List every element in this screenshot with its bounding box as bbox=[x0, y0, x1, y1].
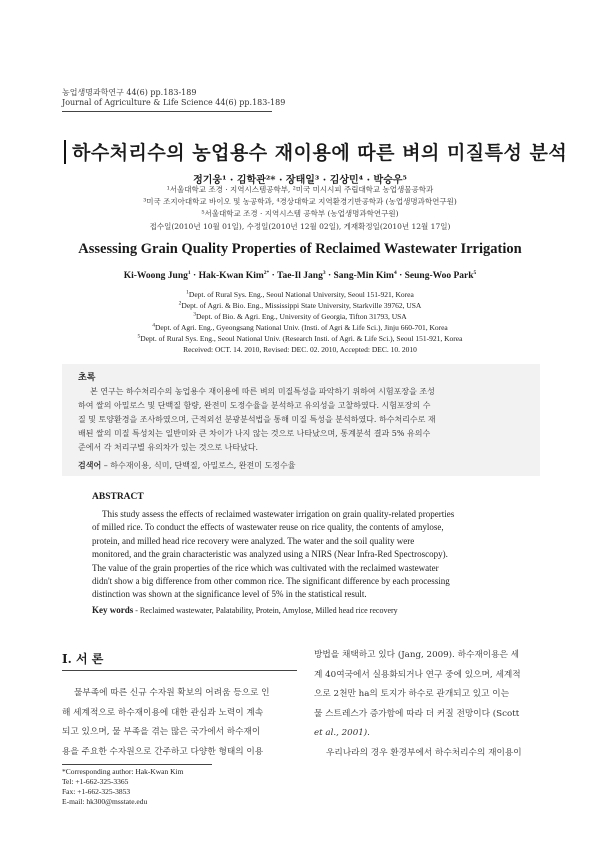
intro-left-line: 용을 주요한 수자원으로 간주하고 다양한 형태의 이용 bbox=[62, 746, 264, 757]
intro-left-column bbox=[62, 684, 270, 762]
korean-abstract-line: 준에서 각 처리구별 유의차가 있는 것으로 나타났다. bbox=[78, 443, 259, 452]
header-rule bbox=[62, 111, 272, 112]
korean-abstract-line: 배된 쌀의 미질 특성치는 일반미와 큰 차이가 나지 않는 것으로 나타났으며, 통계분석 결과 5% 유의수 bbox=[78, 429, 431, 438]
affiliation-korean-1: ¹서울대학교 조경 · 지역시스템공학부, ²미국 미시시피 주립대학교 농업생물공학과 bbox=[166, 185, 434, 194]
intro-left-line: 되고 있으며, 물 부족을 겪는 많은 국가에서 하수재이 bbox=[62, 727, 261, 737]
author-5: Seung-Woo Park$^5$ bbox=[404, 269, 477, 281]
intro-right-line: 방법을 채택하고 있다 (Jang, 2009). 하수재이용은 세 bbox=[314, 650, 520, 660]
author-3: Tae-Il Jang$^3$ bbox=[277, 269, 326, 281]
english-abstract-line: The value of the grain properties of the rice which was cultivated with the reclaimed wastewater bbox=[92, 562, 439, 573]
english-abstract-line: This study assess the effects of reclaimed wastewater irrigation on grain quality-related properties bbox=[102, 509, 455, 519]
english-abstract-line: protein, and milled head rice recovery were analyzed. The water and the soil quality were bbox=[92, 535, 415, 546]
affiliation-english-4: $^4$Dept. of Agri. Eng., Gyeongsang National Univ. (Insti. of Agri & Life Sci.), Jinju 660-701, Korea bbox=[152, 322, 448, 332]
intro-left-line: 해 세계적으로 하수재이용에 대한 관심과 노력이 계속 bbox=[62, 707, 264, 718]
affiliation-english-3: $^3$Dept. of Bio. & Agri. Eng., University of Georgia, Tifton 31793, USA bbox=[193, 311, 407, 321]
affiliation-english-1: $^1$Dept. of Rural Sys. Eng., Seoul National University, Seoul 151-921, Korea bbox=[186, 289, 414, 299]
author-4: Sang-Min Kim$^4$ bbox=[333, 269, 397, 281]
journal-header-english: Journal of Agriculture & Life Science 44(6) pp.183-189 bbox=[62, 98, 286, 107]
english-abstract-line: distinction was shown at the significance level of 5% in the statistical result. bbox=[92, 589, 367, 600]
intro-left-line: 물부족에 따른 신규 수자원 확보의 어려움 등으로 인 bbox=[74, 688, 270, 698]
authors-english bbox=[0, 271, 600, 281]
fax: Fax: +1-662-325-3853 bbox=[62, 787, 131, 796]
dates-english: Received: OCT. 14. 2010, Revised: DEC. 02. 2010, Accepted: DEC. 10. 2010 bbox=[183, 345, 417, 354]
author-separator: · bbox=[190, 271, 199, 281]
author-separator: · bbox=[269, 271, 277, 281]
dates-korean: 접수일(2010년 10월 01일), 수정일(2010년 12월 02일), 게재확정일(2010년 12월 17일) bbox=[149, 222, 451, 231]
author-separator: · bbox=[325, 271, 334, 281]
author-1: Ki-Woong Jung$^1$ bbox=[123, 269, 191, 281]
intro-right-line: 계 40여국에서 실용화되거나 연구 중에 있으며, 세계적 bbox=[314, 669, 521, 680]
korean-abstract-heading: 초록 bbox=[78, 373, 96, 383]
korean-keywords-label: 검색어 bbox=[78, 460, 102, 470]
intro-right-line: et al., 2001). bbox=[314, 728, 370, 738]
intro-right-line: 우리나라의 경우 환경부에서 하수처리수의 재이용이 bbox=[326, 747, 522, 758]
korean-keywords bbox=[78, 458, 295, 473]
affiliation-korean-3: ⁵서울대학교 조경 · 지역시스템 공학부 (농업생명과학연구원) bbox=[201, 209, 399, 218]
intro-right-line: 으로 2천만 ha의 토지가 하수로 관개되고 있고 이는 bbox=[314, 689, 510, 699]
corresponding-author: *Corresponding author: Hak-Kwan Kim bbox=[62, 767, 184, 776]
english-keywords bbox=[92, 604, 398, 617]
english-abstract-body bbox=[92, 508, 522, 602]
author-2: Hak-Kwan Kim$^{2*}$ bbox=[198, 269, 270, 281]
authors-korean: 정기웅¹ · 김학관²* · 장태일³ · 김상민⁴ · 박승우⁵ bbox=[193, 175, 407, 186]
korean-keywords-list: – 하수재이용, 식미, 단백질, 아밀로스, 완전미 도정수율 bbox=[103, 461, 296, 470]
email: E-mail: hk300@msstate.edu bbox=[62, 797, 148, 806]
paper-title-english: Assessing Grain Quality Properties of Reclaimed Wastewater Irrigation bbox=[78, 241, 522, 257]
korean-abstract-line: 본 연구는 하수처리수의 농업용수 재이용에 따른 벼의 미질특성을 파악하기 위하여 시험포장을 조성 bbox=[90, 387, 435, 396]
author-separator: · bbox=[396, 271, 405, 281]
intro-heading-rule bbox=[62, 670, 297, 671]
korean-abstract-body bbox=[78, 385, 538, 455]
affiliation-korean-2: ³미국 조지아대학교 바이오 및 농공학과, ⁴경상대학교 지역환경기반공학과 (농업생명과학연구원) bbox=[143, 197, 457, 206]
title-accent-bar bbox=[64, 140, 66, 164]
english-keywords-label: Key words bbox=[92, 605, 134, 615]
english-keywords-list: - Reclaimed wastewater, Palatability, Protein, Amylose, Milled head rice recovery bbox=[135, 606, 398, 615]
footnote bbox=[62, 767, 183, 807]
intro-right-line: 물 스트레스가 증가함에 따라 더 커질 전망이다 (Scott bbox=[314, 708, 520, 719]
english-abstract-line: monitored, and the grain characteristic was analyzed using a NIRS (Near Infra-Red Spectroscopy). bbox=[92, 549, 448, 560]
telephone: Tel: +1-662-325-3365 bbox=[62, 777, 129, 786]
english-abstract-line: of milled rice. To conduct the effects of wastewater reuse on rice quality, the contents of amylose, bbox=[92, 522, 444, 533]
affiliation-english-2: $^2$Dept. of Agri. & Bio. Eng., Mississippi State University, Starkville 39762, USA bbox=[178, 300, 422, 310]
english-abstract-line: didn't show a big difference from other common rice. The significant difference by each processing bbox=[92, 576, 450, 587]
english-abstract-heading: ABSTRACT bbox=[92, 492, 144, 502]
intro-heading: Ⅰ. 서 론 bbox=[62, 652, 104, 666]
korean-abstract-line: 하여 쌀의 아밀로스 및 단백질 함량, 완전미 도정수율을 분석하고 유의성을 고찰하였다. 시험포장의 수 bbox=[78, 401, 431, 410]
korean-abstract-line: 질 및 토양환경을 조사하였으며, 근적외선 분광분석법을 통해 미질 특성을 분석하였다. 하수처리수로 재 bbox=[78, 415, 436, 424]
intro-right-column bbox=[314, 646, 522, 763]
journal-header-korean: 농업생명과학연구 44(6) pp.183-189 bbox=[62, 88, 197, 97]
paper-title-korean: 하수처리수의 농업용수 재이용에 따른 벼의 미질특성 분석 bbox=[72, 142, 568, 164]
footnote-rule bbox=[62, 764, 212, 765]
affiliation-english-5: $^5$Dept. of Rural Sys. Eng., Seoul National Univ. (Research Insti. of Agri. & Life Sci.), Seoul 151-921, Korea bbox=[137, 333, 463, 343]
